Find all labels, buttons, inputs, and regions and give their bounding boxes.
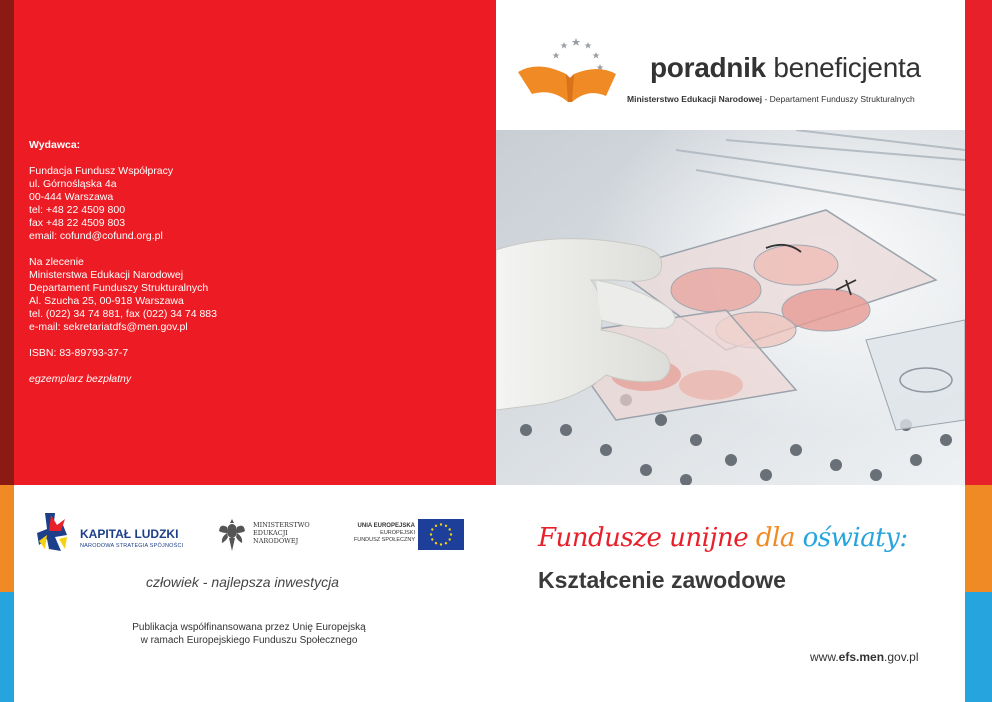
eu-logo-text — [345, 523, 415, 544]
publisher-line: ul. Górnośląska 4a — [29, 178, 117, 190]
kapital-ludzki-name: KAPITAŁ LUDZKI — [80, 527, 179, 541]
eu-flag-icon — [418, 519, 464, 550]
commission-line: Al. Szucha 25, 00-918 Warszawa — [29, 295, 184, 307]
men-logo-line: EDUKACJI — [253, 529, 288, 537]
script-title — [538, 523, 908, 553]
lab-photo — [496, 130, 965, 485]
free-copy-note: egzemplarz bezpłatny — [29, 373, 132, 385]
brand-title-bold: poradnik — [650, 52, 766, 83]
publisher-line: tel: +48 22 4509 800 — [29, 204, 126, 216]
website-prefix: www. — [810, 650, 839, 664]
commission-line: tel. (022) 34 74 881, fax (022) 34 74 883 — [29, 308, 217, 320]
script-word: oświaty: — [802, 523, 908, 553]
main-title: Kształcenie zawodowe — [538, 567, 786, 593]
right-edge-blue-strip — [965, 592, 992, 702]
open-book-stars-logo — [516, 30, 624, 110]
publisher-label: Wydawca: — [29, 139, 81, 151]
cofinancing-line: Publikacja współfinansowana przez Unię Europejską — [132, 622, 366, 633]
polish-eagle-emblem — [218, 517, 246, 553]
left-edge-orange-strip — [0, 485, 14, 592]
publisher-line: Fundacja Fundusz Współpracy — [29, 165, 174, 177]
left-edge-blue-strip — [0, 592, 14, 702]
eu-logo-line: EUROPEJSKI — [380, 530, 415, 536]
brand-title-rest: beneficjenta — [765, 52, 921, 83]
commission-line: Departament Funduszy Strukturalnych — [29, 282, 209, 294]
men-logo-line: MINISTERSTWO — [253, 521, 310, 529]
brand-subtitle — [627, 94, 915, 104]
kapital-ludzki-subtitle: NARODOWA STRATEGIA SPÓJNOŚCI — [80, 543, 184, 549]
website-bold: efs.men — [838, 650, 885, 664]
publisher-email[interactable]: email: cofund@cofund.org.pl — [29, 230, 163, 242]
isbn: ISBN: 83-89793-37-7 — [29, 347, 129, 359]
website-link[interactable] — [810, 650, 919, 664]
cofinancing-note — [104, 622, 394, 647]
publisher-line: 00-444 Warszawa — [29, 191, 114, 203]
commission-line: Na zlecenie — [29, 256, 84, 268]
left-edge-dark-strip — [0, 0, 14, 485]
brand-subtitle-bold: Ministerstwo Edukacji Narodowej — [627, 94, 763, 104]
website-suffix: .gov.pl — [884, 650, 919, 664]
script-word: unijne — [669, 523, 749, 553]
slogan: człowiek - najlepsza inwestycja — [146, 574, 339, 590]
colophon — [29, 139, 449, 386]
eu-logo-line: UNIA EUROPEJSKA — [357, 523, 415, 529]
commission-line: Ministerstwa Edukacji Narodowej — [29, 269, 184, 281]
right-edge-orange-strip — [965, 485, 992, 592]
commission-email[interactable]: e-mail: sekretariatdfs@men.gov.pl — [29, 321, 188, 333]
brand-subtitle-rest: - Departament Funduszy Strukturalnych — [762, 94, 915, 104]
cofinancing-line: w ramach Europejskiego Funduszu Społecznego — [140, 634, 358, 646]
script-word: Fundusze — [538, 523, 662, 553]
publisher-line: fax +48 22 4509 803 — [29, 217, 126, 229]
script-word: dla — [755, 523, 795, 553]
men-logo-line: NARODOWEJ — [253, 537, 299, 545]
brand-title — [650, 52, 921, 84]
right-edge-red-strip — [965, 0, 992, 485]
men-logo-text — [253, 521, 310, 545]
eu-logo-line: FUNDUSZ SPOŁECZNY — [353, 537, 415, 543]
